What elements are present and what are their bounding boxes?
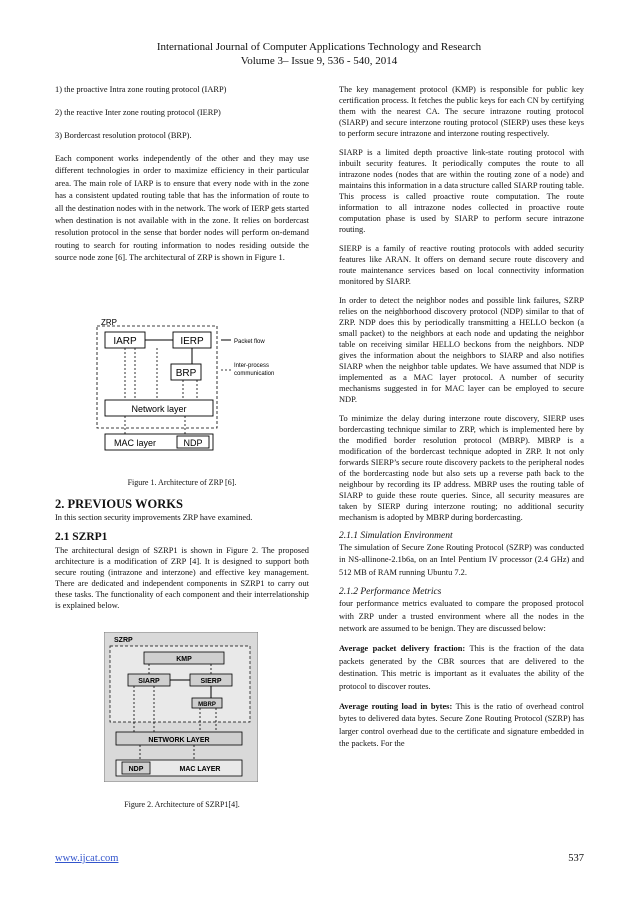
figure-1-caption: Figure 1. Architecture of ZRP [6].: [127, 478, 237, 487]
fig1-network-label: Network layer: [131, 404, 187, 414]
ndp-paragraph: In order to detect the neighbor nodes and possible link failures, SZRP relies on the neighborhood discovery protocol (NDP) similar to that of ZRP. NDP does this by periodically transmitting a HELLO beckon (a small packet) to the neighbors at each node and updating the neighbor table on receiving similar HELLO beckons from the neighbors. NDP gives the information about the neighbors to SIARP and also notifies SIARP when the neighbor table updates. We have assumed that NDP is implemented as a MAC layer protocol. A number of security mechanisms suggested in for MAC layer can be employed to secure NDP.: [339, 296, 584, 404]
fig1-legend-inter1: Inter-process: [234, 363, 270, 369]
fig1-zrp-label: ZRP: [101, 318, 117, 327]
kmp-paragraph: The key management protocol (KMP) is responsible for public key certification process. It fetches the public keys for each CN by certifying them with the nearest CA. The secure intrazone routing protocol (SIARP) and secure interzone routing protocol (SIERP) uses these keys to perform secure intrazone and interzone routing respectively.: [339, 85, 584, 138]
siarp-paragraph: SIARP is a limited depth proactive link-state routing protocol with inbuilt security features. It periodically computes the route to all intrazone nodes (nodes that are within the routing zone of a node) and maintains this information in a data structure called SIARP routing table. This process is called proactive route computation. The route information to all intrazone nodes collected in proactive route computation phase is used by SIARP to perform secure intrazone routing.: [339, 148, 584, 234]
delivery-fraction-text: This is the fraction of the data packets generated by the CBR sources that are delivered to the destination. This metric is important as it evaluates the ability of the protocol to discover routes.: [339, 644, 584, 691]
metrics-intro-paragraph: four performance metrics evaluated to compare the proposed protocol with ZRP under a trusted environment where all the nodes in the network are assumed to be benign. They are discussed below:: [339, 599, 584, 634]
journal-website-link[interactable]: www.ijcat.com: [55, 853, 119, 864]
fig2-siarp-label: SIARP: [138, 678, 160, 685]
page-number: 537: [568, 853, 584, 864]
subsection-2-1-1-heading: 2.1.1 Simulation Environment: [339, 531, 453, 541]
section-2-1-text: The architectural design of SZRP1 is shown in Figure 2. The proposed architecture is a modification of ZRP [4]. It is designed to support both secure routing (intrazone and interzone) and effective key management. There are dedicated and independent components in SZRP1 to carry out these tasks. The functionality of each component and their interrelationship is explained below.: [55, 546, 309, 610]
left-column: [55, 84, 309, 273]
figure-1-zrp-architecture: [95, 318, 285, 485]
section-2-heading: 2. PREVIOUS WORKS: [55, 497, 183, 511]
fig1-legend-packet: Packet flow: [234, 339, 265, 345]
component-item-1: 1) the proactive Intra zone routing protocol (IARP): [55, 85, 227, 94]
fig2-ndp-label: NDP: [128, 766, 144, 773]
fig2-kmp-label: KMP: [176, 656, 192, 663]
delivery-fraction-term: Average packet delivery fraction:: [339, 644, 466, 654]
subsection-2-1-2-heading: 2.1.2 Performance Metrics: [339, 587, 442, 598]
fig1-ierp-label: IERP: [180, 336, 204, 347]
figure-2-szrp1-architecture: [104, 632, 258, 787]
fig1-brp-label: BRP: [175, 368, 197, 379]
fig2-sierp-label: SIERP: [200, 678, 222, 685]
component-item-3: 3) Bordercast resolution protocol (BRP).: [55, 131, 192, 140]
fig2-szrp-label: SZRP: [114, 637, 133, 644]
routing-load-text: This is the ratio of overhead control bytes to delivered data bytes. Secure Zone Routing Protocol (SZRP) has larger control overhead due to the certificate and signature embedded in the packets. For the: [339, 702, 584, 749]
section-2-text: In this section security improvements ZRP have examined.: [55, 513, 253, 522]
section-2-1-block: [55, 532, 309, 611]
fig2-mbrp-label: MBRP: [198, 702, 216, 708]
routing-load-paragraph: [339, 701, 584, 751]
mbrp-paragraph: To minimize the delay during interzone route discovery, SIERP uses bordercasting technique similar to ZRP, which is implemented here by the modified border resolution protocol (MBRP). MBRP is a modification of the bordercast technique adopted in ZRP. It not only forwards SIERP’s secure route discovery packets to the peripheral nodes of the bordercasting node but also sets up a reverse path back to the neighbour by recording its IP address. MBRP uses the routing table of SIARP to guide these route queries. Since, all security measures are taken by SIERP during interzone routing; no additional security mechanism is adopted by MBRP during bordercasting.: [339, 414, 584, 522]
journal-header-volume: Volume 3– Issue 9, 536 - 540, 2014: [240, 55, 398, 67]
zrp-description-paragraph: Each component works independently of the other and they may use different technologies in order to maximize efficiency in their particular area. The main role of IARP is to ensure that every node with in the zone has a consistent updated routing table that has the information of route to all the destination nodes with in the network. The work of IERP gets started when destination is not available with in the zone. It relies on bordercast resolution protocol in the sense that border nodes will perform on-demand routing to search for routing information to nodes residing outside the source node zone [6]. The architectural of ZRP is shown in Figure 1.: [55, 154, 309, 263]
figure-2-caption: Figure 2. Architecture of SZRP1[4].: [124, 800, 240, 809]
component-item-2: 2) the reactive Inter zone routing protocol (IERP): [55, 108, 221, 117]
delivery-fraction-paragraph: [339, 643, 584, 693]
fig1-ndp-label: NDP: [183, 438, 203, 448]
routing-load-term: Average routing load in bytes:: [339, 702, 453, 712]
fig2-network-label: NETWORK LAYER: [148, 737, 210, 744]
fig2-mac-label: MAC LAYER: [179, 766, 221, 773]
section-2-1-heading: 2.1 SZRP1: [55, 531, 108, 543]
fig1-iarp-label: IARP: [113, 336, 137, 347]
section-2-block: [55, 499, 309, 523]
fig1-mac-label: MAC layer: [113, 438, 157, 448]
journal-header-title: International Journal of Computer Applications Technology and Research: [156, 41, 482, 53]
right-column: [339, 84, 584, 759]
sierp-paragraph: SIERP is a family of reactive routing protocols with added security features like ARAN. It offers on demand secure route discovery and route maintenance services based on local connectivity information monitored by SIARP.: [339, 244, 584, 286]
simulation-paragraph: The simulation of Secure Zone Routing Protocol (SZRP) was conducted in NS-allinone-2.1b6a, on an Intel Pentium IV processor (2.4 GHz) and 512 MB of RAM running Ubuntu 7.2.: [339, 543, 584, 577]
fig1-legend-inter2: communication: [234, 371, 275, 377]
